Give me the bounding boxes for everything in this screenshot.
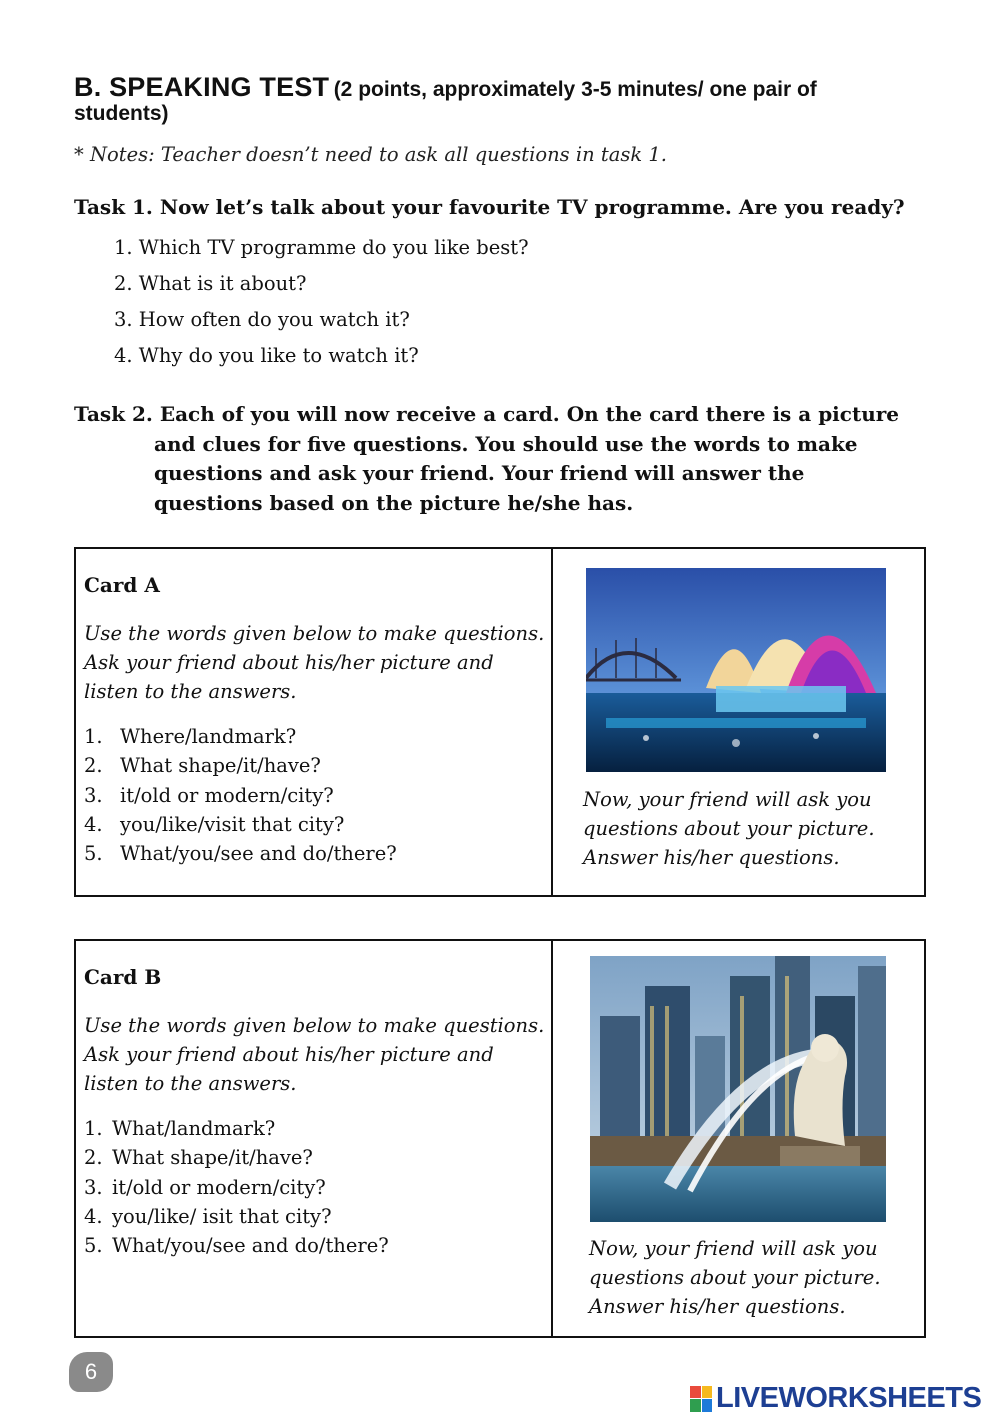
- card-a: [74, 547, 926, 897]
- section-points: (2 points, approximately 3-5 minutes/ one pair of: [333, 78, 817, 101]
- task1-question: 2. What is it about?: [114, 272, 307, 295]
- task2-line: Task 2. Each of you will now receive a card. On the card there is a picture: [74, 402, 899, 426]
- card-b-item-list: [84, 1114, 551, 1260]
- task1-title: Task 1. Now let’s talk about your favourite TV programme. Are you ready?: [74, 195, 905, 219]
- liveworksheets-brand: [690, 1382, 981, 1415]
- card-a-picture-panel: [553, 549, 924, 895]
- list-item: 2. What shape/it/have?: [84, 1146, 313, 1170]
- card-b-title: Card B: [84, 965, 162, 989]
- list-item: 4. you/like/ isit that city?: [84, 1204, 332, 1228]
- list-item: 2. What shape/it/have?: [84, 754, 321, 778]
- task2-line: and clues for five questions. You should use the words to make: [154, 431, 858, 456]
- card-a-answer-instructions: Now, your friend will ask you questions about your picture. Answer his/her questions.: [583, 788, 875, 869]
- task1-question-list: [114, 235, 529, 379]
- list-item: 3. it/old or modern/city?: [84, 1175, 326, 1199]
- list-item: 1. What/landmark?: [84, 1117, 276, 1140]
- card-b-answer-instructions: Now, your friend will ask you questions about your picture. Answer his/her questions.: [589, 1237, 881, 1318]
- task2-line: questions based on the picture he/she has.: [154, 490, 634, 515]
- list-item: 5. What/you/see and do/there?: [84, 842, 397, 866]
- task1-question: 4. Why do you like to watch it?: [114, 344, 419, 367]
- section-points-cont: students): [74, 102, 169, 125]
- task1-question: 1. Which TV programme do you like best?: [114, 236, 529, 259]
- card-b: [74, 939, 926, 1338]
- card-b-instructions: Use the words given below to make questions. Ask your friend about his/her picture and listen to the answers.: [84, 1014, 545, 1095]
- liveworksheets-logo-icon: [690, 1386, 712, 1412]
- sydney-opera-house-photo: [586, 568, 886, 772]
- section-heading: [74, 72, 894, 127]
- task1-question: 3. How often do you watch it?: [114, 308, 410, 331]
- merlion-photo: [590, 956, 886, 1222]
- card-a-questions-panel: [76, 549, 553, 895]
- card-b-questions-panel: [76, 941, 553, 1336]
- list-item: 1. Where/landmark?: [84, 725, 297, 748]
- card-b-picture-panel: [553, 941, 924, 1336]
- card-a-item-list: [84, 722, 551, 868]
- teacher-notes: * Notes: Teacher doesn’t need to ask all questions in task 1.: [74, 143, 667, 166]
- card-a-instructions: Use the words given below to make questions. Ask your friend about his/her picture and listen to the answers.: [84, 622, 545, 703]
- task2-line: questions and ask your friend. Your friend will answer the: [154, 461, 805, 485]
- list-item: 3. it/old or modern/city?: [84, 783, 334, 807]
- section-title: B. SPEAKING TEST: [74, 72, 330, 102]
- list-item: 4. you/like/visit that city?: [84, 812, 345, 836]
- brand-name: LIVEWORKSHEETS: [716, 1382, 982, 1414]
- list-item: 5. What/you/see and do/there?: [84, 1234, 389, 1258]
- task2-instructions: [74, 400, 924, 518]
- card-a-title: Card A: [84, 573, 160, 597]
- page-number-badge: 6: [69, 1352, 113, 1392]
